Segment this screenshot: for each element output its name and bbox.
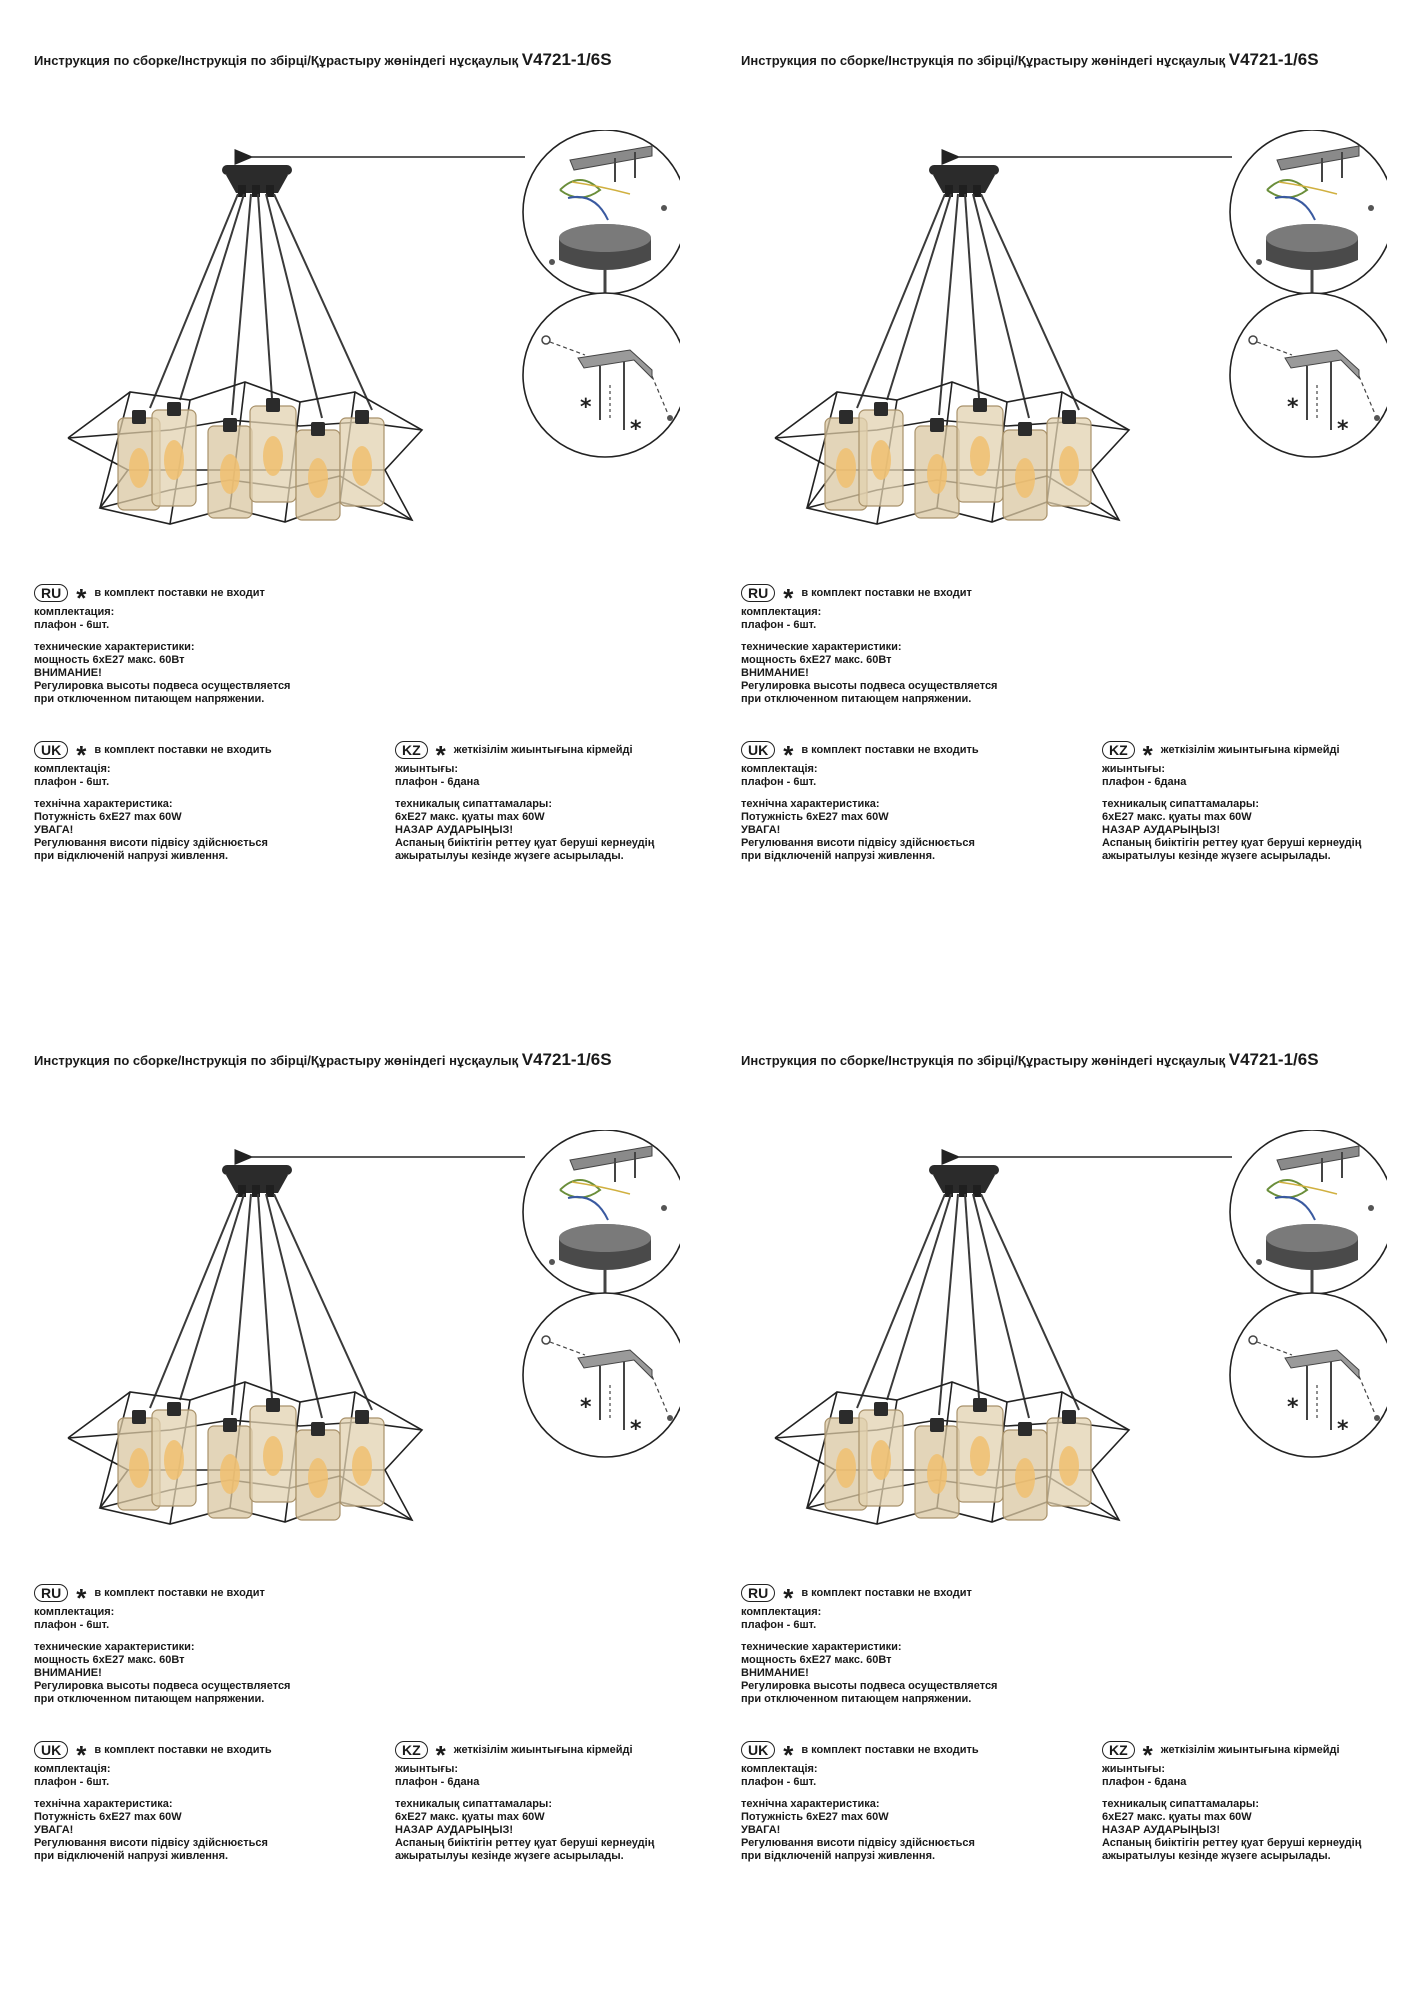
uk-not-included: в комплект поставки не входить (801, 743, 979, 756)
ru-note-2: при отключенном питающем напряжении. (34, 693, 265, 705)
glass-shades (118, 1406, 384, 1520)
page-title (34, 1050, 612, 1070)
kz-spec-label: техникалық сипаттамалары: (395, 1798, 552, 1810)
suspension-cords (150, 194, 372, 418)
asterisk-mark: * (580, 1395, 592, 1420)
kz-kit-value: плафон - 6дана (395, 776, 480, 788)
kz-spec-value: 6хЕ27 макс. қуаты max 60W (395, 811, 545, 823)
uk-note-1: Регулювання висоти підвісу здійснюється (741, 1837, 975, 1849)
kz-kit-label: жиынтығы: (395, 1763, 459, 1775)
kz-kit-value: плафон - 6дана (395, 1776, 480, 1788)
asterisk-icon: * (76, 583, 87, 613)
kz-spec-value: 6хЕ27 макс. қуаты max 60W (395, 1811, 545, 1823)
chandelier-diagram (40, 1130, 680, 1550)
glass-shades (825, 1406, 1091, 1520)
kz-badge: KZ (395, 741, 428, 759)
suspension-cords (857, 194, 1079, 418)
instruction-panel (707, 0, 1414, 1000)
ru-kit-value: плафон - 6шт. (34, 619, 110, 631)
uk-kit-label: комплектація: (741, 763, 818, 775)
ru-kit-label: комплектация: (741, 606, 822, 618)
uk-section (34, 1739, 272, 1863)
ru-spec-value: мощность 6хЕ27 макс. 60Вт (741, 1654, 892, 1666)
kz-section (1102, 739, 1361, 863)
uk-section (741, 739, 979, 863)
uk-note-2: при відключеній напрузі живлення. (741, 850, 936, 862)
title-text: Инструкция по сборке/Інструкція по збірці/Құрастыру жөніндегі нұсқаулық (34, 1053, 519, 1068)
ru-section (741, 582, 997, 706)
suspension-cords (857, 1194, 1079, 1418)
screw-detail-circle (523, 1293, 680, 1457)
kz-warning: НАЗАР АУДАРЫҢЫЗ! (395, 1824, 514, 1836)
asterisk-icon: * (783, 583, 794, 613)
mounting-detail-circle (1230, 1130, 1387, 1294)
ru-note-1: Регулировка высоты подвеса осуществляется (741, 680, 998, 692)
ru-kit-label: комплектация: (741, 1606, 822, 1618)
ru-section (34, 582, 290, 706)
ru-not-included: в комплект поставки не входит (801, 586, 972, 599)
asterisk-icon: * (76, 1583, 87, 1613)
uk-warning: УВАГА! (34, 1824, 74, 1836)
mounting-detail-circle (1230, 130, 1387, 294)
uk-spec-value: Потужність 6хЕ27 max 60W (741, 811, 889, 823)
kz-spec-label: техникалық сипаттамалары: (395, 798, 552, 810)
kz-not-included: жеткізілім жиынтығына кірмейді (453, 743, 633, 756)
kz-spec-label: техникалық сипаттамалары: (1102, 798, 1259, 810)
kz-note-1: Аспаның биіктігін реттеу қуат беруші кернеудің (395, 837, 655, 849)
kz-warning: НАЗАР АУДАРЫҢЫЗ! (1102, 824, 1221, 836)
uk-kit-label: комплектація: (741, 1763, 818, 1775)
kz-not-included: жеткізілім жиынтығына кірмейді (453, 1743, 633, 1756)
ru-kit-label: комплектация: (34, 1606, 115, 1618)
title-text: Инструкция по сборке/Інструкція по збірці/Құрастыру жөніндегі нұсқаулық (741, 1053, 1226, 1068)
ru-badge: RU (741, 584, 775, 602)
kz-badge: KZ (395, 1741, 428, 1759)
kz-kit-label: жиынтығы: (1102, 1763, 1166, 1775)
screw-detail-circle (523, 293, 680, 457)
kz-section (395, 739, 654, 863)
uk-section (34, 739, 272, 863)
ru-not-included: в комплект поставки не входит (94, 1586, 265, 1599)
ru-badge: RU (34, 1584, 68, 1602)
ru-spec-value: мощность 6хЕ27 макс. 60Вт (34, 1654, 185, 1666)
uk-note-2: при відключеній напрузі живлення. (34, 1850, 229, 1862)
page-title (34, 50, 612, 70)
kz-spec-value: 6хЕ27 макс. қуаты max 60W (1102, 1811, 1252, 1823)
asterisk-mark: * (630, 1417, 642, 1442)
uk-not-included: в комплект поставки не входить (94, 743, 272, 756)
ru-kit-label: комплектация: (34, 606, 115, 618)
ceiling-canopy (929, 165, 999, 197)
page-title (741, 1050, 1319, 1070)
uk-note-2: при відключеній напрузі живлення. (741, 1850, 936, 1862)
ru-not-included: в комплект поставки не входит (94, 586, 265, 599)
ru-note-1: Регулировка высоты подвеса осуществляется (34, 680, 291, 692)
uk-badge: UK (34, 1741, 68, 1759)
asterisk-icon: * (76, 1740, 87, 1770)
asterisk-mark: * (580, 395, 592, 420)
kz-kit-value: плафон - 6дана (1102, 1776, 1187, 1788)
chandelier-diagram (747, 1130, 1387, 1550)
ru-warning: ВНИМАНИЕ! (741, 1667, 809, 1679)
uk-kit-value: плафон - 6шт. (34, 1776, 110, 1788)
uk-kit-label: комплектація: (34, 763, 111, 775)
suspension-cords (150, 1194, 372, 1418)
ru-note-2: при отключенном питающем напряжении. (34, 1693, 265, 1705)
ru-kit-value: плафон - 6шт. (741, 619, 817, 631)
chandelier-diagram (747, 130, 1387, 550)
uk-kit-value: плафон - 6шт. (741, 1776, 817, 1788)
kz-badge: KZ (1102, 1741, 1135, 1759)
model-number: V4721-1/6S (1228, 1050, 1319, 1069)
asterisk-icon: * (1142, 1740, 1153, 1770)
screw-detail-circle (1230, 1293, 1387, 1457)
kz-kit-value: плафон - 6дана (1102, 776, 1187, 788)
ru-note-1: Регулировка высоты подвеса осуществляется (741, 1680, 998, 1692)
title-text: Инструкция по сборке/Інструкція по збірці/Құрастыру жөніндегі нұсқаулық (741, 53, 1226, 68)
asterisk-icon: * (76, 740, 87, 770)
ceiling-canopy (222, 165, 292, 197)
uk-spec-value: Потужність 6хЕ27 max 60W (34, 811, 182, 823)
model-number: V4721-1/6S (1228, 50, 1319, 69)
uk-note-1: Регулювання висоти підвісу здійснюється (34, 1837, 268, 1849)
kz-warning: НАЗАР АУДАРЫҢЫЗ! (1102, 1824, 1221, 1836)
ru-warning: ВНИМАНИЕ! (741, 667, 809, 679)
mounting-detail-circle (523, 1130, 680, 1294)
kz-spec-label: техникалық сипаттамалары: (1102, 1798, 1259, 1810)
kz-not-included: жеткізілім жиынтығына кірмейді (1160, 1743, 1340, 1756)
kz-note-1: Аспаның биіктігін реттеу қуат беруші кернеудің (395, 1837, 655, 1849)
ru-section (34, 1582, 290, 1706)
ru-spec-value: мощность 6хЕ27 макс. 60Вт (34, 654, 185, 666)
kz-note-2: ажыратылуы кезінде жүзеге асырылады. (1102, 1850, 1331, 1862)
ru-warning: ВНИМАНИЕ! (34, 1667, 102, 1679)
ru-kit-value: плафон - 6шт. (741, 1619, 817, 1631)
uk-note-1: Регулювання висоти підвісу здійснюється (34, 837, 268, 849)
ru-note-2: при отключенном питающем напряжении. (741, 1693, 972, 1705)
model-number: V4721-1/6S (521, 1050, 612, 1069)
ru-spec-value: мощность 6хЕ27 макс. 60Вт (741, 654, 892, 666)
chandelier-diagram (40, 130, 680, 550)
kz-kit-label: жиынтығы: (1102, 763, 1166, 775)
kz-warning: НАЗАР АУДАРЫҢЫЗ! (395, 824, 514, 836)
uk-kit-value: плафон - 6шт. (741, 776, 817, 788)
ceiling-canopy (222, 1165, 292, 1197)
uk-spec-value: Потужність 6хЕ27 max 60W (741, 1811, 889, 1823)
ru-badge: RU (741, 1584, 775, 1602)
uk-note-1: Регулювання висоти підвісу здійснюється (741, 837, 975, 849)
kz-kit-label: жиынтығы: (395, 763, 459, 775)
asterisk-mark: * (630, 417, 642, 442)
kz-note-2: ажыратылуы кезінде жүзеге асырылады. (395, 1850, 624, 1862)
asterisk-icon: * (435, 740, 446, 770)
asterisk-mark: * (1337, 417, 1349, 442)
asterisk-mark: * (1337, 1417, 1349, 1442)
kz-badge: KZ (1102, 741, 1135, 759)
glass-shades (118, 406, 384, 520)
ru-note-2: при отключенном питающем напряжении. (741, 693, 972, 705)
uk-badge: UK (741, 1741, 775, 1759)
ru-spec-label: технические характеристики: (741, 641, 902, 653)
uk-spec-label: технічна характеристика: (741, 1798, 880, 1810)
page-title (741, 50, 1319, 70)
ru-spec-label: технические характеристики: (34, 1641, 195, 1653)
kz-note-2: ажыратылуы кезінде жүзеге асырылады. (395, 850, 624, 862)
kz-note-1: Аспаның биіктігін реттеу қуат беруші кернеудің (1102, 1837, 1362, 1849)
title-text: Инструкция по сборке/Інструкція по збірці/Құрастыру жөніндегі нұсқаулық (34, 53, 519, 68)
ru-badge: RU (34, 584, 68, 602)
uk-warning: УВАГА! (34, 824, 74, 836)
uk-warning: УВАГА! (741, 824, 781, 836)
screw-detail-circle (1230, 293, 1387, 457)
kz-section (1102, 1739, 1361, 1863)
kz-not-included: жеткізілім жиынтығына кірмейді (1160, 743, 1340, 756)
uk-not-included: в комплект поставки не входить (94, 1743, 272, 1756)
uk-note-2: при відключеній напрузі живлення. (34, 850, 229, 862)
uk-not-included: в комплект поставки не входить (801, 1743, 979, 1756)
kz-spec-value: 6хЕ27 макс. қуаты max 60W (1102, 811, 1252, 823)
asterisk-icon: * (1142, 740, 1153, 770)
uk-spec-label: технічна характеристика: (34, 798, 173, 810)
uk-kit-value: плафон - 6шт. (34, 776, 110, 788)
asterisk-icon: * (783, 740, 794, 770)
uk-section (741, 1739, 979, 1863)
glass-shades (825, 406, 1091, 520)
ru-section (741, 1582, 997, 1706)
instruction-panel (0, 1000, 707, 2000)
uk-spec-value: Потужність 6хЕ27 max 60W (34, 1811, 182, 1823)
ru-not-included: в комплект поставки не входит (801, 1586, 972, 1599)
uk-spec-label: технічна характеристика: (34, 1798, 173, 1810)
ru-note-1: Регулировка высоты подвеса осуществляется (34, 1680, 291, 1692)
uk-badge: UK (741, 741, 775, 759)
ru-kit-value: плафон - 6шт. (34, 1619, 110, 1631)
asterisk-mark: * (1287, 395, 1299, 420)
model-number: V4721-1/6S (521, 50, 612, 69)
kz-section (395, 1739, 654, 1863)
ru-spec-label: технические характеристики: (741, 1641, 902, 1653)
uk-warning: УВАГА! (741, 1824, 781, 1836)
kz-note-1: Аспаның биіктігін реттеу қуат беруші кернеудің (1102, 837, 1362, 849)
uk-spec-label: технічна характеристика: (741, 798, 880, 810)
ru-warning: ВНИМАНИЕ! (34, 667, 102, 679)
asterisk-icon: * (435, 1740, 446, 1770)
uk-kit-label: комплектація: (34, 1763, 111, 1775)
ru-spec-label: технические характеристики: (34, 641, 195, 653)
kz-note-2: ажыратылуы кезінде жүзеге асырылады. (1102, 850, 1331, 862)
asterisk-icon: * (783, 1740, 794, 1770)
ceiling-canopy (929, 1165, 999, 1197)
instruction-panel (0, 0, 707, 1000)
instruction-panel (707, 1000, 1414, 2000)
uk-badge: UK (34, 741, 68, 759)
asterisk-mark: * (1287, 1395, 1299, 1420)
asterisk-icon: * (783, 1583, 794, 1613)
mounting-detail-circle (523, 130, 680, 294)
